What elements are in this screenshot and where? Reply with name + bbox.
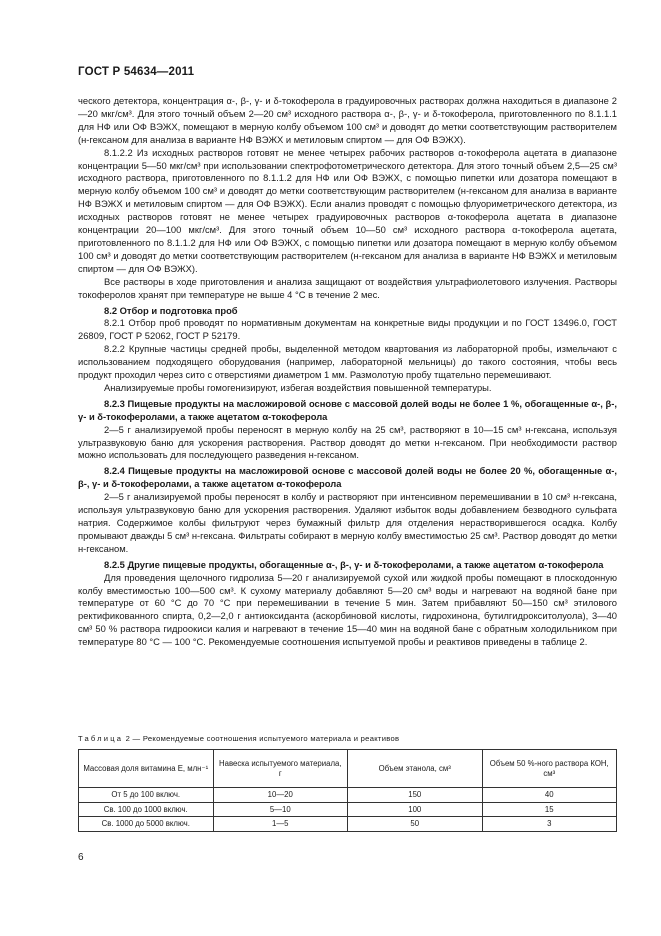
table-caption	[78, 734, 399, 743]
table-cell: 15	[482, 802, 617, 817]
paragraph-continuation: ческого детектора, концентрация α-, β-, γ- и δ-токоферола в градуировочных растворах должна находиться в диапазоне 2—20 мкг/см³. Для этого точный объем 2—20 см³ исходного раствора α-, β-, γ- и δ-токоферола, приготовленного по 8.1.1.1 для НФ или ОФ ВЭЖХ, помещают в мерную колбу объемом 100 см³ и доводят до метки соответствующим растворителем (н-гексаном для анализа в варианте НФ ВЭЖХ и метиловым спиртом — для ОФ ВЭЖХ).	[78, 95, 617, 145]
paragraph-8-1-2-2: 8.1.2.2 Из исходных растворов готовят не менее четырех рабочих растворов α-токоферола ацетата в диапазоне концентрации 5—50 мкг/см³ при использовании спектрофотометрического детектора. Для этого точный объем 2,5—25 см³ исходного раствора, приготовленного по 8.1.1.2 для НФ или ОФ ВЭЖХ, с помощью пипетки или дозатора помещают в мерную колбу объемом 100 см³ и доводят до метки соответствующим растворителем (н-гексаном для анализа в варианте НФ ВЭЖХ и метиловым спиртом — для ОФ ВЭЖХ). Если анализ проводят с помощью флуориметрического детектора, из исходных растворов готовят не менее четырех градуировочных растворов α-токоферола ацетата в диапазоне концентрации 20—100 мкг/см³. Для этого точный объем 10—50 см³ исходного раствора α-токоферола ацетата, приготовленного по 8.1.1.2 для НФ или ОФ ВЭЖХ, с помощью пипетки или дозатора помещают в мерную колбу объемом 100 см³ и доводят до метки соответствующим растворителем (н-гексаном для анализа в варианте НФ ВЭЖХ и метиловым спиртом — для ОФ ВЭЖХ).	[78, 146, 617, 274]
reagent-ratio-table	[78, 749, 617, 832]
table-cell: 1—5	[213, 817, 348, 832]
heading-8-2-3: 8.2.3 Пищевые продукты на масложировой основе с массовой долей воды не более 1 %, обогащенные α-, β-, γ- и δ-токоферолами, а также ацетатом α-токоферола	[78, 397, 617, 422]
paragraph-8-2-1: 8.2.1 Отбор проб проводят по нормативным документам на конкретные виды продукции и по ГОСТ 13496.0, ГОСТ 26809, ГОСТ Р 52062, ГОСТ Р 52179.	[78, 317, 617, 342]
table-cell: 150	[348, 788, 483, 803]
table-cell: 50	[348, 817, 483, 832]
table-cell: 40	[482, 788, 617, 803]
paragraph-8-2-2: 8.2.2 Крупные частицы средней пробы, выделенной методом квартования из лабораторной пробы, измельчают с использованием подходящего оборудования (например, лабораторной мельницы) до такого состояния, чтобы весь продукт проходил через сито с отверстиями диаметром 1 мм. Размолотую пробу тщательно перемешивают.	[78, 343, 617, 381]
table-cell: 3	[482, 817, 617, 832]
table-cell: 10—20	[213, 788, 348, 803]
page-number: 6	[78, 852, 84, 863]
paragraph-storage: Все растворы в ходе приготовления и анализа защищают от воздействия ультрафиолетового излучения. Растворы токоферолов хранят при температуре не выше 4 °С в течение 2 мес.	[78, 275, 617, 300]
table-caption-text: 2 — Рекомендуемые соотношения испытуемого материала и реактивов	[123, 734, 400, 743]
heading-8-2: 8.2 Отбор и подготовка проб	[104, 304, 238, 316]
heading-8-2-4: 8.2.4 Пищевые продукты на масложировой основе с массовой долей воды не более 20 %, обогащенные α-, β-, γ- и δ-токоферолами, а также ацетатом α-токоферола	[78, 465, 617, 490]
heading-8-2-5: 8.2.5 Другие пищевые продукты, обогащенные α-, β-, γ- и δ-токоферолами, а также ацетатом α-токоферола	[104, 558, 604, 570]
header-vitamin-e-fraction: Массовая доля витамина Е, млн⁻¹	[79, 750, 214, 788]
header-koh-volume: Объем 50 %-ного раствора КОН, см³	[482, 750, 617, 788]
table-cell: 5—10	[213, 802, 348, 817]
paragraph-8-2-3-body: 2—5 г анализируемой пробы переносят в мерную колбу на 25 см³, растворяют в 10—15 см³ н-гексана, используя ультразвуковую баню для ускорения растворения. Раствор доводят до метки н-гексаном. При необходимости раствор можно использовать для последующего разведения н-гексаном.	[78, 423, 617, 461]
document-header: ГОСТ Р 54634—2011	[78, 66, 195, 78]
table-caption-prefix: Таблица	[78, 734, 124, 743]
table-header-row	[79, 750, 617, 788]
table-cell: От 5 до 100 включ.	[79, 788, 214, 803]
header-ethanol-volume: Объем этанола, см³	[348, 750, 483, 788]
body-text	[78, 95, 617, 649]
table-cell: Св. 1000 до 5000 включ.	[79, 817, 214, 832]
paragraph-homogenize: Анализируемые пробы гомогенизируют, избегая воздействия повышенной температуры.	[104, 381, 492, 393]
paragraph-8-2-4-body: 2—5 г анализируемой пробы переносят в колбу и растворяют при интенсивном перемешивании в 10 см³ н-гексана, используя ультразвуковую баню для ускорения растворения. Удаляют избыток воды добавлением безводного сульфата натрия. Содержимое колбы фильтруют через бумажный фильтр для отделения нерастворившегося осадка. Колбу промывают дважды 5 см³ н-гексана. Фильтраты собирают в мерную колбу вместимостью 25 см³. Раствор доводят до метки н-гексаном.	[78, 491, 617, 554]
table-row	[79, 788, 617, 803]
header-sample-mass: Навеска испытуемого материала, г	[213, 750, 348, 788]
table-row	[79, 802, 617, 817]
paragraph-8-2-5-body: Для проведения щелочного гидролиза 5—20 г анализируемой сухой или жидкой пробы помещают в плоскодонную колбу вместимостью 100—500 см³. К сухому материалу добавляют 5—20 см³ воды и нагревают на водяной бане при температуре от 60 °С до 70 °С при перемешивании в течение 5 мин. Затем прибавляют 50—150 см³ этилового ректификованного спирта, 0,2—2,0 г антиоксиданта (аскорбиновой кислоты, гидрохинона, бутилгидрокситолуола), 3—40 см³ 50 % раствора гидроокиси калия и нагревают в течение 15—40 мин на водяной бане с обратным холодильником при температуре 80 °С — 100 °С. Рекомендуемые соотношения испытуемой пробы и реактивов приведены в таблице 2.	[78, 571, 617, 648]
table-cell: Св. 100 до 1000 включ.	[79, 802, 214, 817]
table-cell: 100	[348, 802, 483, 817]
table-row	[79, 817, 617, 832]
